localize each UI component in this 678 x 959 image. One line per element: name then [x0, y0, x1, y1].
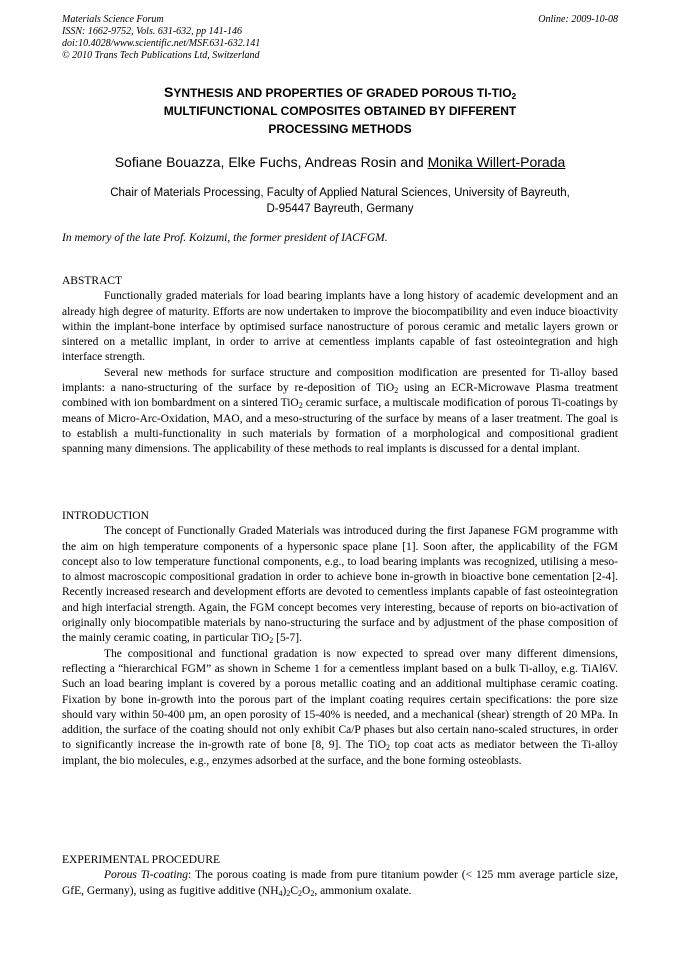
abstract-section: [62, 274, 618, 458]
intro-paragraph-1: [62, 524, 618, 646]
abstract-heading: ABSTRACT: [62, 275, 123, 287]
subscript: 4: [278, 888, 283, 898]
intro-p2-part-a: The compositional and functional gradation is now expected to spread over many different dimensions, reflecting a “hierarchical FGM” as shown in Scheme 1 for a cementless implant based on a bulk Ti-alloy, e.g. TiAl6V. Such an load bearing implant is covered by a porous metallic coating and an additional multiphase ceramic coating. Fixation by bone in-growth into the porous part of the implant coating requires certain specifications: the pore size should vary within 50-400 µm, an open porosity of 15-40% is needed, and a mechanical (shear) strength of 20 MPa. In addition, the surface of the coating should not only exhibit Ca/P phases but also certain nano-scaled structures, in order to significantly increase the in-growth rate of bone [8, 9]. The TiO: [62, 647, 618, 752]
abstract-paragraph-2: [62, 366, 618, 458]
journal-header: [62, 14, 618, 62]
intro-paragraph-2: [62, 647, 618, 769]
intro-p1-part-b: [5-7].: [273, 632, 303, 645]
subscript: 2: [298, 401, 303, 411]
experimental-section: [62, 853, 618, 899]
experimental-paragraph-1: [62, 868, 618, 899]
doi-line[interactable]: doi:10.4028/www.scientific.net/MSF.631-632.141: [62, 38, 261, 49]
subscript: 2: [286, 888, 291, 898]
intro-p1-part-a: The concept of Functionally Graded Materials was introduced during the first Japanese FGM programme with the aim on high temperature components of a hypersonic space plane [1]. Soon after, the applicability of the FGM concept also to low temperature functional components, e.g., to load bearing implants was recognized, utilising a meso- to almost macroscopic compositional gradation in order to achieve bone in-growth in bioactive bone cementation [2-4]. Recently increased research and development efforts are devoted to cementless implants capable of fast osteointegration and high interfacial strength. Again, the FGM concept becomes very interesting, because of reports on bio-activation of originally only biocompatible materials by nano-structuring the surface and by adjustment of the phase composition of the mainly ceramic coating, in particular TiO: [62, 525, 618, 645]
experimental-heading: EXPERIMENTAL PROCEDURE: [62, 854, 221, 866]
affiliation-line-2: D-95447 Bayreuth, Germany: [266, 203, 414, 215]
journal-name: Materials Science Forum: [62, 14, 164, 25]
authors-list: Sofiane Bouazza, Elke Fuchs, Andreas Rosin and: [114, 154, 428, 170]
subscript: 2: [394, 386, 399, 396]
affiliation: [62, 185, 618, 217]
intro-p2-part-b: top coat acts as mediator between the Ti-alloy implant, the bio molecules, e.g., enzymes adsorbed at the surface, and the bone forming osteoblasts.: [62, 739, 618, 767]
exp-p1-part-d: O: [302, 884, 311, 897]
title-cap: S: [163, 84, 174, 100]
affiliation-line-1: Chair of Materials Processing, Faculty of Applied Natural Sciences, University of Bayreuth,: [110, 187, 570, 199]
subscript: 2: [310, 888, 315, 898]
exp-p1-part-b: ): [282, 884, 287, 897]
porous-ti-coating-term: Porous Ti-coating: [104, 869, 189, 882]
paper-title: [62, 83, 618, 138]
introduction-heading: INTRODUCTION: [62, 510, 149, 522]
subscript: 2: [386, 743, 391, 753]
introduction-section: [62, 509, 618, 769]
copyright-line: © 2010 Trans Tech Publications Ltd, Switzerland: [62, 50, 260, 61]
subscript: 2: [298, 888, 303, 898]
online-date: Online: 2009-10-08: [538, 14, 618, 25]
abstract-paragraph-1: Functionally graded materials for load bearing implants have a long history of academic development and an already high degree of maturity. Efforts are now undertaken to improve the biocompatibility and even induce bioactivity within the implant-bone interface by optimised surface nanostructure of porous ceramic and metalic layers grown or sintered on a metallic implant, in order to arrive at cementless implants capable of fast osteointegration and high interface strength.: [62, 290, 618, 364]
issn-line: ISSN: 1662-9752, Vols. 631-632, pp 141-146: [62, 26, 242, 37]
exp-p1-part-c: C: [290, 884, 299, 897]
corresponding-author: Monika Willert-Porada: [427, 154, 566, 170]
exp-p1-part-e: , ammonium oxalate.: [314, 884, 412, 897]
abstract-p2-part-c: ceramic surface, a multiscale modification of porous Ti-coatings by means of Micro-Arc-Oxidation, MAO, and a meso-structuring of the surface by means of a laser treatment. The goal is to establish a multi-functionality in such materials by formation of a morphological and compositional gradient spanning many dimensions. The applicability of these methods to real implants is discussed for a dental implant.: [62, 397, 618, 456]
memoriam-note: In memory of the late Prof. Koizumi, the former president of IACFGM.: [62, 232, 388, 244]
title-line-2: MULTIFUNCTIONAL COMPOSITES OBTAINED BY DIFFERENT: [163, 104, 517, 118]
exp-p1-part-a: : The porous coating is made from pure titanium powder (< 125 mm average particle size, GfE, Germany), using as fugitive additive (NH: [62, 869, 618, 897]
subscript: 2: [269, 636, 274, 646]
title-line-3: PROCESSING METHODS: [268, 122, 412, 136]
abstract-p2-part-a: Several new methods for surface structure and composition modification are presented for Ti-alloy based implants: a nano-structuring of the surface by re-deposition of TiO: [62, 366, 618, 395]
abstract-p2-part-b: using an ECR-Microwave Plasma treatment combined with ion bombardment on a sintered TiO: [62, 382, 618, 410]
title-subscript: 2: [511, 92, 517, 101]
authors: [62, 153, 618, 171]
title-line-1: YNTHESIS AND PROPERTIES OF GRADED POROUS TI-TIO: [173, 86, 512, 100]
